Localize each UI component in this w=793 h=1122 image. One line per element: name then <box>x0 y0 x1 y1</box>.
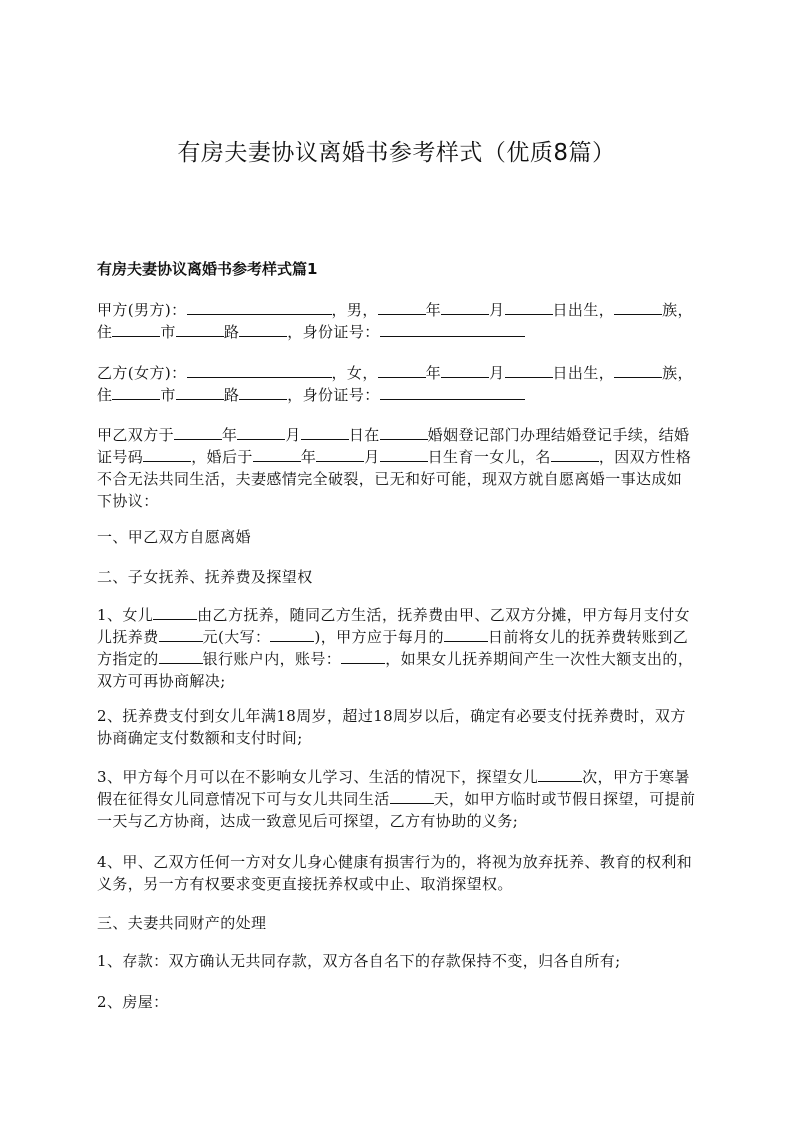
text: ，身份证号： <box>287 386 380 404</box>
text: 年 <box>425 364 442 382</box>
clause-3 <box>97 766 697 832</box>
blank-field <box>380 425 428 440</box>
text: 市 <box>160 386 176 404</box>
text: 日生育一女儿，名 <box>427 448 551 466</box>
text: 族， <box>662 301 693 319</box>
document-title: 有房夫妻协议离婚书参考样式（优质8篇） <box>177 140 616 166</box>
text: 由乙方抚养，随同乙方生活，抚养费由甲、乙双方分摊，甲方每月支付女儿抚养费 <box>97 606 690 646</box>
blank-field <box>143 447 191 462</box>
text: 月 <box>285 426 301 444</box>
text: 元(大写： <box>202 628 271 646</box>
party-a-label: 甲方(男方)： <box>97 301 187 319</box>
blank-field <box>159 649 203 664</box>
blank-field <box>378 300 426 315</box>
clause-1 <box>97 604 697 692</box>
blank-field <box>378 363 426 378</box>
text: 月 <box>489 364 505 382</box>
text: 年 <box>425 301 442 319</box>
text: 日出生， <box>552 301 615 319</box>
text: 族， <box>662 364 693 382</box>
text: 年 <box>300 448 317 466</box>
blank-field <box>341 649 385 664</box>
blank-field <box>505 300 553 315</box>
party-a-paragraph <box>97 299 697 343</box>
text: 住 <box>97 323 113 341</box>
clause-4: 4、甲、乙双方任何一方对女儿身心健康有损害行为的，将视为放弃抚养、教育的权利和义务，另一方有权要求变更直接抚养权或中止、取消探望权。 <box>97 853 693 893</box>
blank-field <box>538 767 582 782</box>
blank-field <box>441 363 489 378</box>
text: 日出生， <box>552 364 615 382</box>
intro-paragraph <box>97 424 697 512</box>
text: 天，如甲方临时或节假日探望，可提前一天与乙方协商，达成一致意见后可探望，乙方有协助的义务; <box>97 790 696 830</box>
blank-field <box>505 363 553 378</box>
property-2: 2、房屋： <box>97 993 169 1011</box>
text: ，因双方性格不合无法共同生活，夫妻感情完全破裂，已无和好可能，现双方就自愿离婚一事达成如下协议： <box>97 448 692 510</box>
blank-field <box>614 363 662 378</box>
blank-field <box>187 300 332 315</box>
text: 甲乙双方于 <box>97 426 175 444</box>
text: 住 <box>97 386 113 404</box>
blank-field <box>174 425 222 440</box>
text: 路 <box>223 323 240 341</box>
text: 3、甲方每个月可以在不影响女儿学习、生活的情况下，探望女儿 <box>97 768 539 786</box>
text: 年 <box>222 426 238 444</box>
blank-field <box>380 447 428 462</box>
property-1: 1、存款：双方确认无共同存款，双方各自名下的存款保持不变，归各自所有; <box>97 952 621 970</box>
blank-field <box>551 447 599 462</box>
text: 次，甲方于寒暑假在征得女儿同意情况下可与女儿共同生活 <box>97 768 690 808</box>
blank-field <box>153 605 197 620</box>
party-b-label: 乙方(女方)： <box>97 364 187 382</box>
text: 路 <box>223 386 240 404</box>
blank-field <box>187 363 332 378</box>
blank-field <box>176 322 224 337</box>
blank-field <box>112 322 160 337</box>
text: ，男， <box>331 301 378 319</box>
clause-2: 2、抚养费支付到女儿年满18周岁，超过18周岁以后，确定有必要支付抚养费时，双方协商确定支付数额和支付时间; <box>97 707 686 747</box>
blank-field <box>444 627 488 642</box>
item-1: 一、甲乙双方自愿离婚 <box>97 528 252 546</box>
text: ，婚后于 <box>191 448 253 466</box>
blank-field <box>390 789 434 804</box>
text: 银行账户内，账号： <box>202 650 342 668</box>
blank-field <box>301 425 349 440</box>
blank-field <box>239 322 287 337</box>
text: 日前将女儿的抚养费转账到乙方指定的 <box>97 628 689 668</box>
blank-field <box>112 385 160 400</box>
blank-field <box>270 627 314 642</box>
item-2: 二、子女抚养、抚养费及探望权 <box>97 568 313 586</box>
text: ，身份证号： <box>287 323 380 341</box>
blank-field <box>253 447 301 462</box>
text: ，女， <box>331 364 378 382</box>
blank-field <box>316 447 364 462</box>
text: 月 <box>489 301 505 319</box>
party-b-paragraph <box>97 362 697 406</box>
text: 1、女儿 <box>97 606 154 624</box>
text: )，甲方应于每月的 <box>314 628 444 646</box>
blank-field <box>159 627 203 642</box>
blank-field <box>380 385 525 400</box>
blank-field <box>239 385 287 400</box>
text: 日在 <box>348 426 380 444</box>
text: 婚姻登记部门办理结婚登记手续，结婚证号码 <box>97 426 690 466</box>
text: ，如果女儿抚养期间产生一次性大额支出的，双方可再协商解决; <box>97 650 694 690</box>
blank-field <box>614 300 662 315</box>
item-3: 三、夫妻共同财产的处理 <box>97 914 267 932</box>
text: 月 <box>364 448 380 466</box>
blank-field <box>441 300 489 315</box>
blank-field <box>380 322 525 337</box>
blank-field <box>237 425 285 440</box>
blank-field <box>176 385 224 400</box>
section-title: 有房夫妻协议离婚书参考样式篇1 <box>97 260 318 278</box>
text: 市 <box>160 323 176 341</box>
